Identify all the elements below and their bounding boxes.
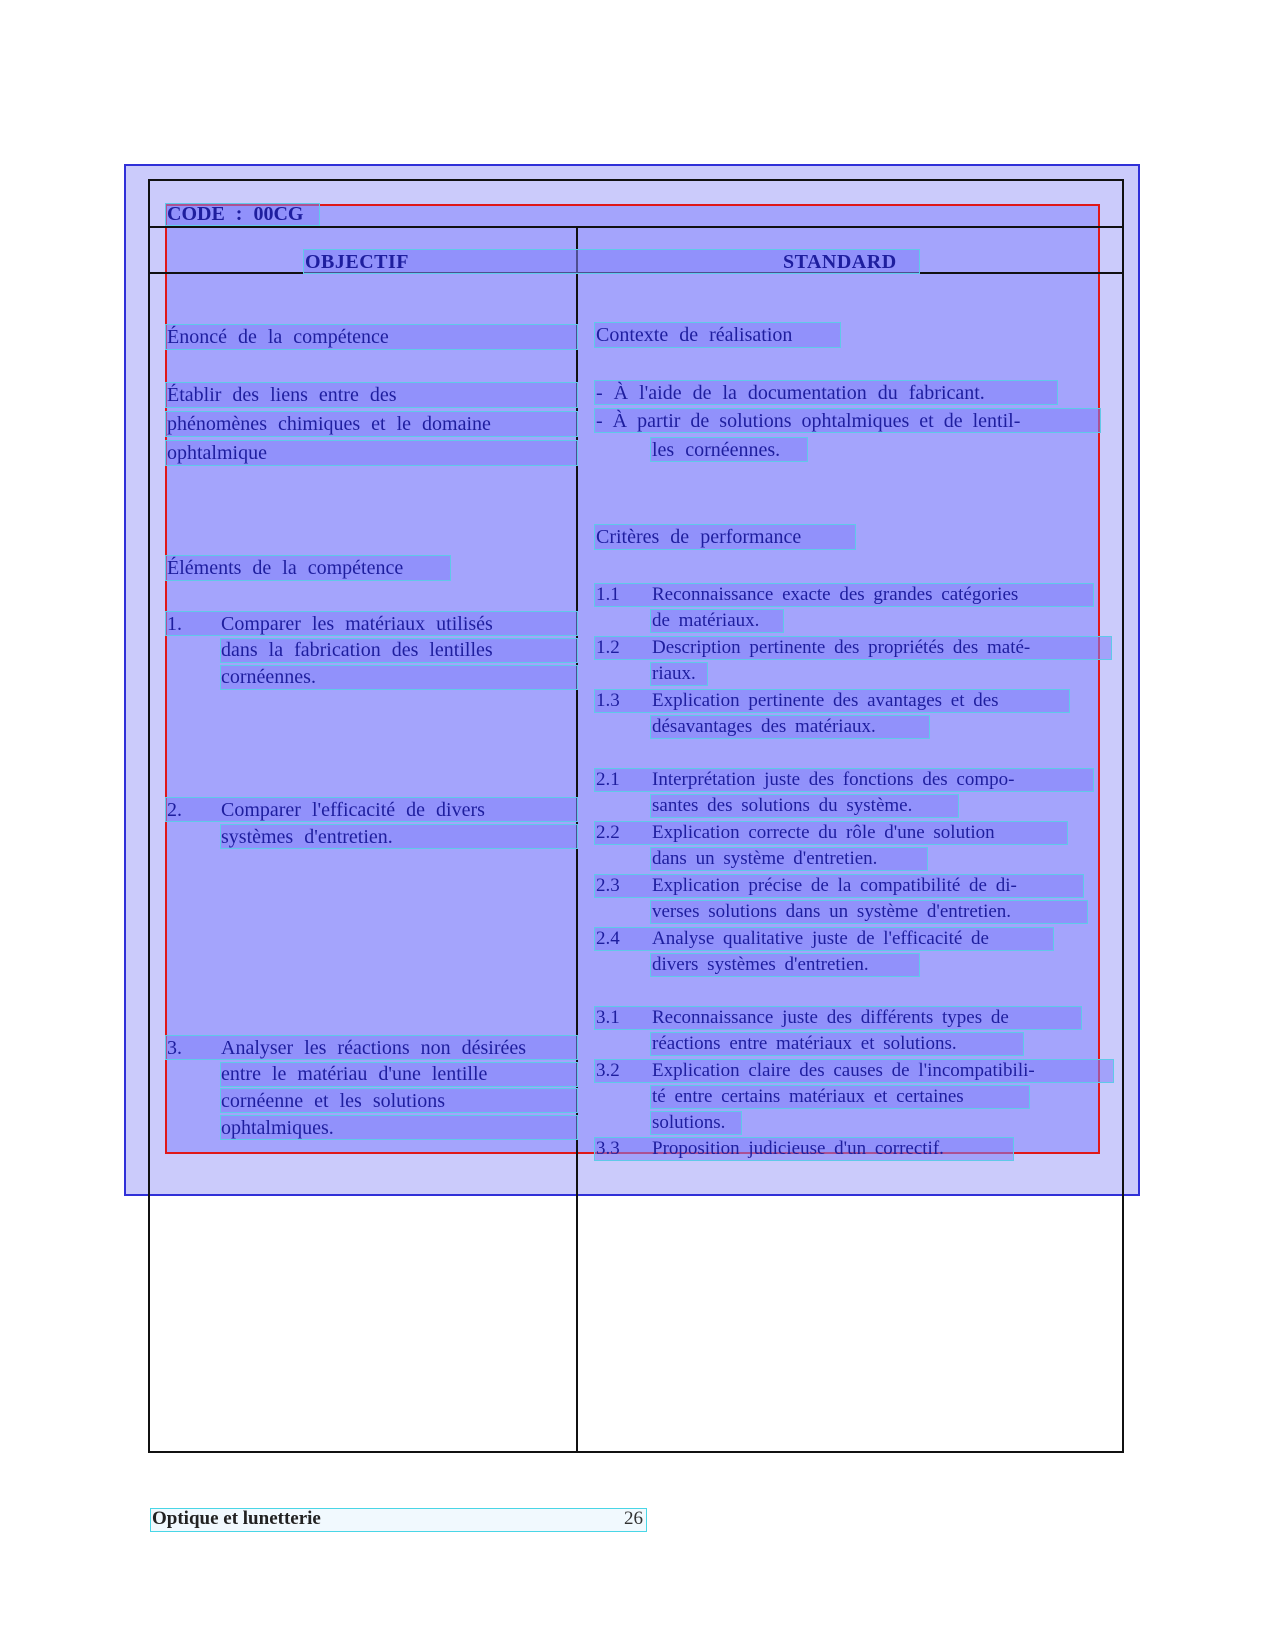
element-line: systèmes d'entretien. <box>221 826 393 848</box>
critere-line: Proposition judicieuse d'un correctif. <box>652 1138 944 1159</box>
critere-line: de matériaux. <box>652 610 760 631</box>
critere-line: dans un système d'entretien. <box>652 848 878 869</box>
critere-line: té entre certains matériaux et certaines <box>652 1086 964 1107</box>
critere-line: solutions. <box>652 1112 726 1133</box>
element-line: dans la fabrication des lentilles <box>221 639 493 661</box>
critere-line: Reconnaissance exacte des grandes catégories <box>652 584 1019 605</box>
contexte-line: - À partir de solutions ophtalmiques et de lentil- <box>596 410 1021 432</box>
critere-number: 2.1 <box>596 769 620 790</box>
element-line: Comparer l'efficacité de divers <box>221 799 485 821</box>
table-border-right <box>1122 179 1124 1453</box>
enonce-title: Énoncé de la compétence <box>167 326 389 348</box>
critere-line: réactions entre matériaux et solutions. <box>652 1033 957 1054</box>
element-line: entre le matériau d'une lentille <box>221 1063 488 1085</box>
elements-title: Éléments de la compétence <box>167 557 404 579</box>
enonce-line: phénomènes chimiques et le domaine <box>167 413 491 435</box>
objectif-heading: OBJECTIF <box>305 251 410 273</box>
critere-line: Interprétation juste des fonctions des compo- <box>652 769 1015 790</box>
contexte-line: les cornéennes. <box>652 439 781 461</box>
critere-line: Analyse qualitative juste de l'efficacité de <box>652 928 989 949</box>
critere-line: désavantages des matériaux. <box>652 716 876 737</box>
element-number: 3. <box>167 1037 182 1059</box>
footer-title: Optique et lunetterie <box>152 1508 321 1529</box>
element-line: cornéennes. <box>221 666 316 688</box>
critere-line: santes des solutions du système. <box>652 795 913 816</box>
contexte-title: Contexte de réalisation <box>596 324 793 346</box>
element-line: ophtalmiques. <box>221 1117 334 1139</box>
critere-number: 1.1 <box>596 584 620 605</box>
standard-heading: STANDARD <box>783 251 897 273</box>
element-line: Comparer les matériaux utilisés <box>221 613 493 635</box>
critere-line: Explication claire des causes de l'incompatibili- <box>652 1060 1035 1081</box>
critere-number: 1.2 <box>596 637 620 658</box>
element-number: 2. <box>167 799 182 821</box>
element-line: cornéenne et les solutions <box>221 1090 446 1112</box>
table-border-top <box>148 179 1124 181</box>
code-label: CODE : 00CG <box>167 203 304 225</box>
critere-line: Description pertinente des propriétés des maté- <box>652 637 1031 658</box>
critere-number: 3.3 <box>596 1138 620 1159</box>
critere-line: Explication précise de la compatibilité de di- <box>652 875 1017 896</box>
contexte-line: - À l'aide de la documentation du fabricant. <box>596 382 985 404</box>
enonce-line: ophtalmique <box>167 442 267 464</box>
enonce-line: Établir des liens entre des <box>167 384 397 406</box>
table-header-separator <box>148 226 1124 228</box>
critere-line: riaux. <box>652 663 696 684</box>
criteres-title: Critères de performance <box>596 526 802 548</box>
table-border-left <box>148 179 150 1453</box>
critere-line: Explication pertinente des avantages et des <box>652 690 999 711</box>
critere-line: verses solutions dans un système d'entretien. <box>652 901 1012 922</box>
element-line: Analyser les réactions non désirées <box>221 1037 527 1059</box>
table-border-bottom <box>148 1451 1124 1453</box>
critere-number: 2.4 <box>596 928 620 949</box>
element-number: 1. <box>167 613 182 635</box>
critere-line: divers systèmes d'entretien. <box>652 954 869 975</box>
page-number: 26 <box>624 1508 643 1529</box>
critere-line: Explication correcte du rôle d'une solution <box>652 822 995 843</box>
critere-line: Reconnaissance juste des différents types de <box>652 1007 1009 1028</box>
critere-number: 1.3 <box>596 690 620 711</box>
critere-number: 3.2 <box>596 1060 620 1081</box>
critere-number: 2.2 <box>596 822 620 843</box>
critere-number: 2.3 <box>596 875 620 896</box>
critere-number: 3.1 <box>596 1007 620 1028</box>
